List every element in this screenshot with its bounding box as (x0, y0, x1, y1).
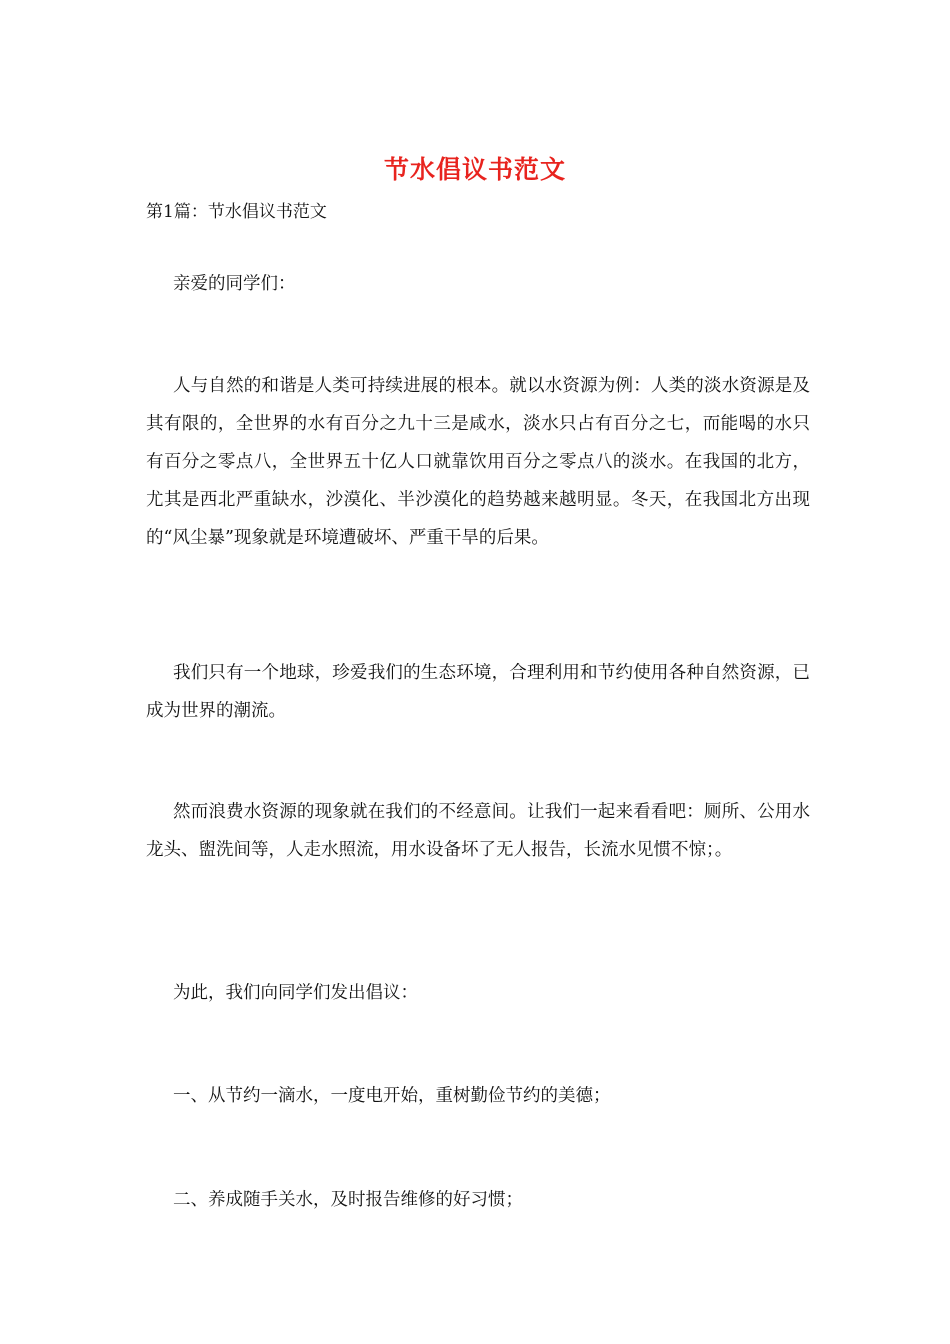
paragraph-greeting: 亲爱的同学们： (173, 274, 296, 294)
paragraph-proposal-two: 二、养成随手关水，及时报告维修的好习惯； (173, 1190, 523, 1210)
document-title: 节水倡议书范文 (383, 155, 566, 184)
paragraph-one-earth: 我们只有一个地球，珍爱我们的生态环境，合理利用和节约使用各种自然资源，已成为世界的潮流。 (146, 663, 810, 721)
document-subtitle: 第1篇：节水倡议书范文 (146, 202, 327, 222)
paragraph-water-resources: 人与自然的和谐是人类可持续进展的根本。就以水资源为例：人类的淡水资源是及其有限的，全世界的水有百分之九十三是咸水，淡水只占有百分之七，而能喝的水只有百分之零点八，全世界五十亿人口就靠饮用百分之零点八的淡水。在我国的北方，尤其是西北严重缺水，沙漠化、半沙漠化的趋势越来越明显。冬天，在我国北方出现的“风尘暴”现象就是环境遭破坏、严重干旱的后果。 (146, 376, 810, 548)
paragraph-proposal-one: 一、从节约一滴水，一度电开始，重树勤俭节约的美德； (173, 1086, 611, 1106)
paragraph-waste: 然而浪费水资源的现象就在我们的不经意间。让我们一起来看看吧：厕所、公用水龙头、盥洗间等，人走水照流，用水设备坏了无人报告，长流水见惯不惊；。 (146, 802, 810, 860)
paragraph-proposal-intro: 为此，我们向同学们发出倡议： (173, 983, 418, 1003)
